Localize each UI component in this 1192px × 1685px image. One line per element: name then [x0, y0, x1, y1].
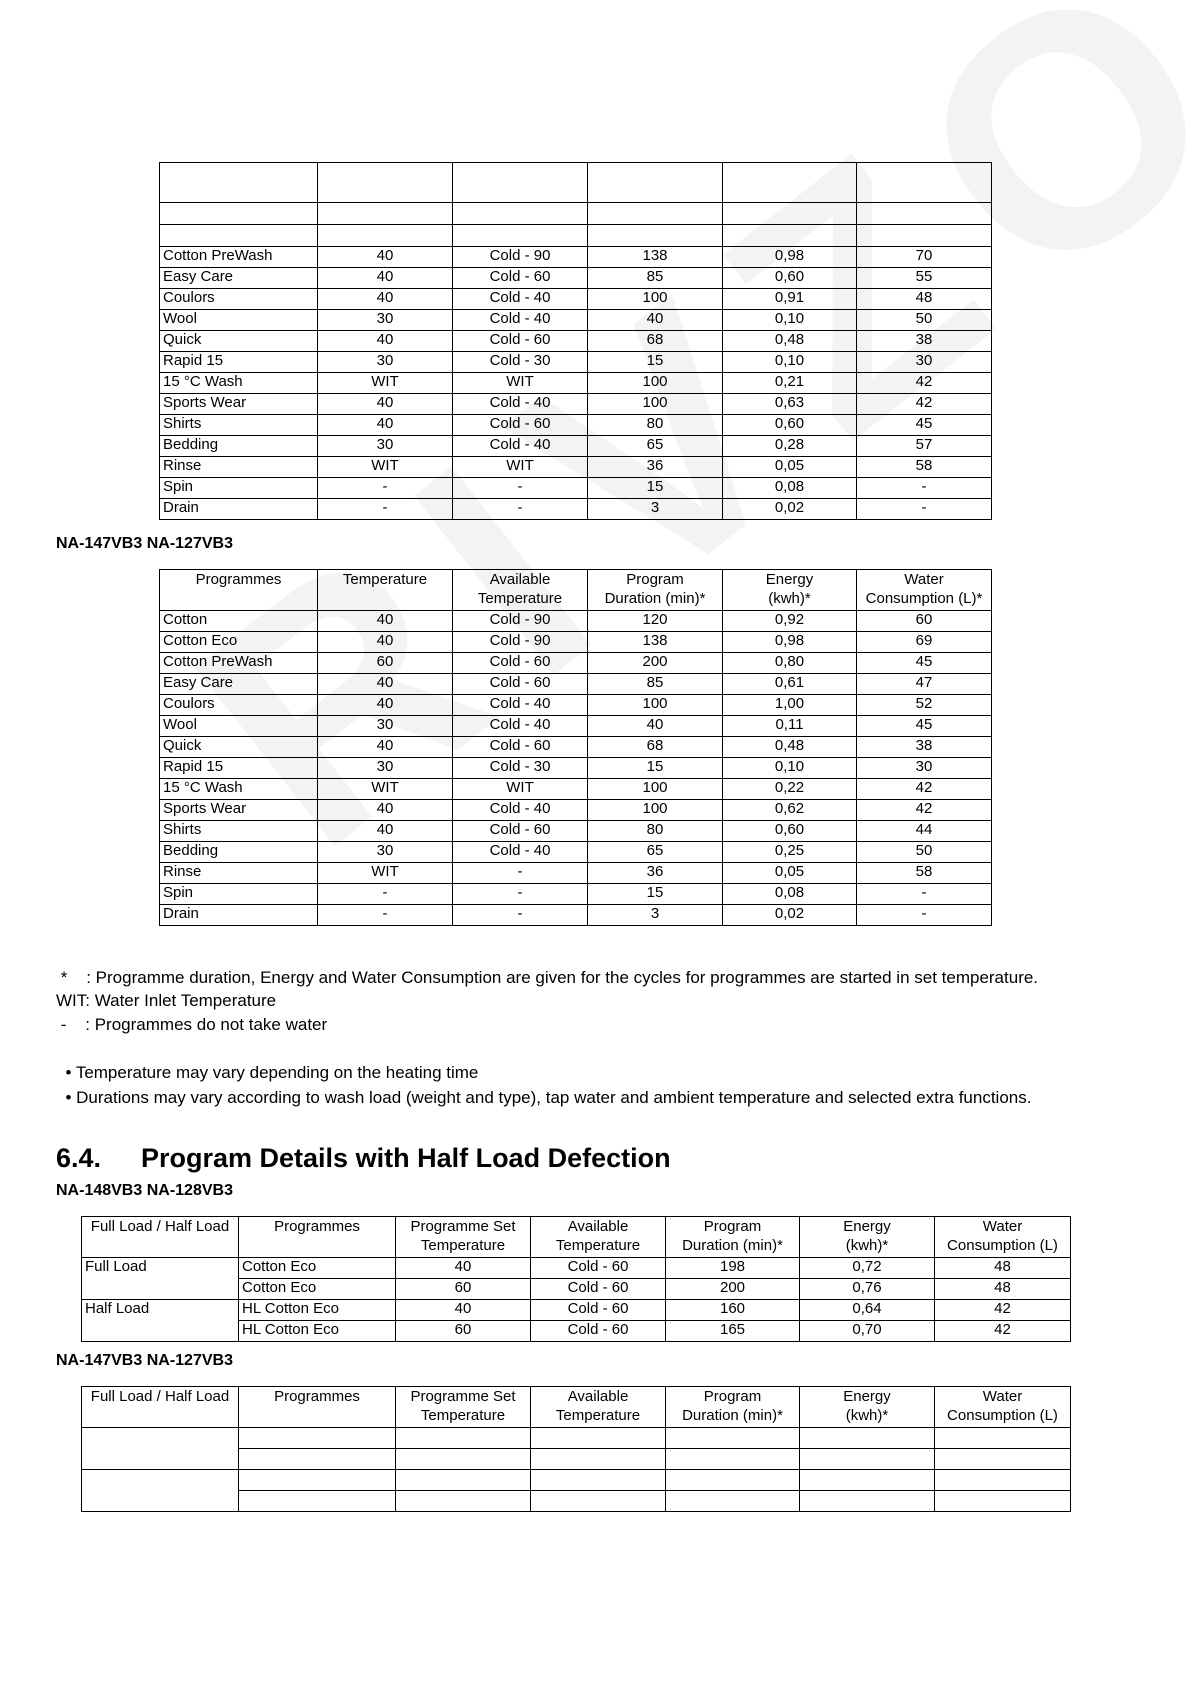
table-cell: 30: [318, 842, 453, 863]
table-row: [160, 457, 992, 478]
table-cell: Cold - 60: [453, 821, 588, 842]
table-row-empty: [160, 225, 992, 247]
table-cell: Cold - 30: [453, 758, 588, 779]
table-cell: Cotton PreWash: [160, 653, 318, 674]
table-row: [160, 863, 992, 884]
table-cell: [800, 1428, 935, 1449]
table-cell: Shirts: [160, 821, 318, 842]
model-heading: NA-148VB3 NA-128VB3: [56, 1182, 233, 1199]
table-cell: [800, 1449, 935, 1470]
table-cell: Cold - 40: [453, 310, 588, 331]
table-row: [160, 352, 992, 373]
table-cell: 40: [318, 695, 453, 716]
table-cell: 80: [588, 821, 723, 842]
model-heading: NA-147VB3 NA-127VB3: [56, 535, 233, 552]
table-cell: 40: [318, 674, 453, 695]
table-cell: [396, 1428, 531, 1449]
table-cell: 0,10: [723, 758, 857, 779]
table-cell: [666, 1428, 800, 1449]
table-cell: -: [857, 905, 992, 926]
table-cell: Coulors: [160, 695, 318, 716]
table-cell: 40: [318, 821, 453, 842]
table-cell: 0,25: [723, 842, 857, 863]
table-cell: 42: [857, 779, 992, 800]
table-cell: Rinse: [160, 863, 318, 884]
table-cell: 0,60: [723, 268, 857, 289]
table-cell: 69: [857, 632, 992, 653]
program-table-2: [159, 569, 992, 926]
table-cell: 50: [857, 310, 992, 331]
table-cell: 42: [935, 1321, 1071, 1342]
table-cell: Cold - 40: [453, 716, 588, 737]
table-cell: 40: [318, 415, 453, 436]
table-cell: 0,64: [800, 1300, 935, 1321]
table-cell: Cotton Eco: [160, 632, 318, 653]
table-cell: 38: [857, 331, 992, 352]
table-cell: 198: [666, 1258, 800, 1279]
table-cell: 1,00: [723, 695, 857, 716]
table-cell: 48: [935, 1279, 1071, 1300]
table-cell: [935, 1428, 1071, 1449]
table-cell: 0,48: [723, 737, 857, 758]
table-cell: Sports Wear: [160, 394, 318, 415]
table-cell: 36: [588, 457, 723, 478]
table-cell: 68: [588, 737, 723, 758]
table-cell: [239, 1428, 396, 1449]
table-cell: Rapid 15: [160, 352, 318, 373]
table-cell: -: [318, 884, 453, 905]
table-cell: Cold - 40: [453, 800, 588, 821]
table-cell: Half Load: [82, 1300, 239, 1342]
table-cell: 30: [857, 758, 992, 779]
model-heading: NA-147VB3 NA-127VB3: [56, 1352, 233, 1369]
table-cell: -: [318, 905, 453, 926]
table-cell: [396, 1470, 531, 1491]
table-cell: 200: [588, 653, 723, 674]
table-cell: 0,28: [723, 436, 857, 457]
table-cell: 40: [318, 737, 453, 758]
table-cell: Programmes: [160, 570, 318, 611]
table-cell: 15 °C Wash: [160, 779, 318, 800]
table-cell: 65: [588, 436, 723, 457]
table-cell: 0,61: [723, 674, 857, 695]
table-cell: 40: [318, 289, 453, 310]
table-header-row: [82, 1387, 1071, 1428]
table-cell: Full Load / Half Load: [82, 1387, 239, 1428]
table-row: [160, 884, 992, 905]
table-cell: Available Temperature: [531, 1217, 666, 1258]
table-cell: 200: [666, 1279, 800, 1300]
table-cell: -: [857, 884, 992, 905]
table-cell: 165: [666, 1321, 800, 1342]
table-cell: [666, 1470, 800, 1491]
table-cell: Cold - 90: [453, 611, 588, 632]
table-cell: 40: [318, 331, 453, 352]
table-row: [160, 737, 992, 758]
section-title: [56, 1143, 671, 1174]
table-cell: Available Temperature: [531, 1387, 666, 1428]
table-cell: Cold - 40: [453, 842, 588, 863]
table-cell: 60: [857, 611, 992, 632]
table-cell: [800, 1491, 935, 1512]
table-cell: HL Cotton Eco: [239, 1321, 396, 1342]
table-cell: -: [453, 478, 588, 499]
table-cell: 30: [318, 436, 453, 457]
table-cell: Cold - 40: [453, 289, 588, 310]
table-cell: 85: [588, 268, 723, 289]
table-cell: WIT: [453, 373, 588, 394]
table-cell: 50: [857, 842, 992, 863]
table-cell: Rinse: [160, 457, 318, 478]
table-cell: 40: [318, 800, 453, 821]
table-cell: 30: [318, 758, 453, 779]
table-cell: Rapid 15: [160, 758, 318, 779]
half-load-table-1: [81, 1216, 1071, 1342]
table-cell: Programmes: [239, 1387, 396, 1428]
table-row: [160, 842, 992, 863]
table-cell: 0,02: [723, 499, 857, 520]
table-row: [160, 394, 992, 415]
table-cell: 0,92: [723, 611, 857, 632]
table-cell: 48: [857, 289, 992, 310]
table-cell: 38: [857, 737, 992, 758]
table-cell: 0,60: [723, 415, 857, 436]
table-cell: 0,98: [723, 247, 857, 268]
table-cell: 40: [318, 632, 453, 653]
table-cell: Cold - 60: [453, 653, 588, 674]
table-cell: 100: [588, 779, 723, 800]
table-cell: Spin: [160, 478, 318, 499]
table-cell: 44: [857, 821, 992, 842]
table-row: [160, 310, 992, 331]
table-cell: 15: [588, 478, 723, 499]
table-cell: 60: [396, 1321, 531, 1342]
table-row: [160, 716, 992, 737]
table-row: [160, 478, 992, 499]
table-row: [160, 758, 992, 779]
program-table-1: [159, 162, 992, 520]
table-cell: 42: [857, 394, 992, 415]
table-cell: Full Load / Half Load: [82, 1217, 239, 1258]
table-cell: 100: [588, 800, 723, 821]
table-cell: 0,05: [723, 457, 857, 478]
table-cell: 15: [588, 884, 723, 905]
note-dash: - : Programmes do not take water: [56, 1015, 328, 1034]
table-cell: [666, 1491, 800, 1512]
table-cell: 40: [318, 394, 453, 415]
table-cell: 0,05: [723, 863, 857, 884]
table-cell: [239, 1491, 396, 1512]
table-cell: [531, 1470, 666, 1491]
table-cell: Spin: [160, 884, 318, 905]
table-cell: Cold - 40: [453, 436, 588, 457]
table-row-empty: [160, 203, 992, 225]
table-cell: WIT: [453, 779, 588, 800]
table-cell: 30: [318, 352, 453, 373]
table-cell: Water Consumption (L): [935, 1217, 1071, 1258]
table-cell: Cotton: [160, 611, 318, 632]
table-cell: 3: [588, 499, 723, 520]
table-cell: 52: [857, 695, 992, 716]
table-row: [160, 415, 992, 436]
table-cell: [935, 1470, 1071, 1491]
table-cell: [531, 1428, 666, 1449]
table-cell: -: [318, 499, 453, 520]
table-cell: 120: [588, 611, 723, 632]
table-cell: 0,08: [723, 478, 857, 499]
table-cell: [82, 1470, 239, 1512]
table-cell: 42: [857, 373, 992, 394]
table-header-row: [160, 570, 992, 611]
table-cell: Wool: [160, 716, 318, 737]
table-cell: [935, 1491, 1071, 1512]
table-cell: 58: [857, 863, 992, 884]
table-cell: 0,11: [723, 716, 857, 737]
table-cell: 15: [588, 758, 723, 779]
table-cell: 0,08: [723, 884, 857, 905]
table-cell: Cold - 40: [453, 394, 588, 415]
table-cell: Cotton Eco: [239, 1258, 396, 1279]
table-cell: Cold - 60: [531, 1300, 666, 1321]
table-cell: 0,48: [723, 331, 857, 352]
table-cell: -: [453, 499, 588, 520]
table-row: [160, 268, 992, 289]
table-cell: Sports Wear: [160, 800, 318, 821]
table-cell: 100: [588, 289, 723, 310]
table-cell: 0,22: [723, 779, 857, 800]
table-cell: 0,10: [723, 310, 857, 331]
note-asterisk: * : Programme duration, Energy and Water Consumption are given for the cycles for programmes are started in set temperature.: [56, 968, 1039, 987]
table-cell: Cold - 60: [531, 1258, 666, 1279]
table-cell: 42: [935, 1300, 1071, 1321]
table-cell: 68: [588, 331, 723, 352]
table-cell: Easy Care: [160, 674, 318, 695]
table-cell: Cold - 60: [531, 1279, 666, 1300]
table-cell: 48: [935, 1258, 1071, 1279]
table-cell: 0,60: [723, 821, 857, 842]
table-cell: 0,21: [723, 373, 857, 394]
table-cell: Cold - 60: [453, 674, 588, 695]
table-cell: 60: [396, 1279, 531, 1300]
table-cell: 160: [666, 1300, 800, 1321]
table-cell: Cold - 40: [453, 695, 588, 716]
section-title-text: Program Details with Half Load Defection: [141, 1143, 671, 1173]
table-row: [160, 436, 992, 457]
table-row: [160, 653, 992, 674]
table-cell: 0,63: [723, 394, 857, 415]
table-row: [160, 499, 992, 520]
table-cell: 45: [857, 653, 992, 674]
table-cell: -: [453, 884, 588, 905]
table-cell: Cold - 90: [453, 632, 588, 653]
table-row: [160, 674, 992, 695]
table-cell: 0,72: [800, 1258, 935, 1279]
table-header-row: [82, 1217, 1071, 1258]
table-cell: Easy Care: [160, 268, 318, 289]
note-bullet-temperature: • Temperature may vary depending on the heating time: [56, 1063, 479, 1082]
table-cell: 40: [588, 716, 723, 737]
table-cell: Cold - 60: [453, 268, 588, 289]
table-cell: 45: [857, 716, 992, 737]
table-cell: 40: [588, 310, 723, 331]
table-cell: Cold - 60: [453, 737, 588, 758]
half-load-table-2: [81, 1386, 1071, 1512]
table-cell: Program Duration (min)*: [588, 570, 723, 611]
table-cell: 57: [857, 436, 992, 457]
table-cell: [239, 1470, 396, 1491]
table-cell: [666, 1449, 800, 1470]
table-cell: -: [857, 478, 992, 499]
table-cell: Cold - 60: [531, 1321, 666, 1342]
table-cell: 47: [857, 674, 992, 695]
table-cell: 30: [318, 310, 453, 331]
table-cell: Available Temperature: [453, 570, 588, 611]
table-cell: 138: [588, 632, 723, 653]
table-cell: Wool: [160, 310, 318, 331]
table-cell: Bedding: [160, 842, 318, 863]
table-cell: 36: [588, 863, 723, 884]
table-cell: HL Cotton Eco: [239, 1300, 396, 1321]
table-cell: 0,10: [723, 352, 857, 373]
table-cell: [531, 1449, 666, 1470]
table-cell: -: [318, 478, 453, 499]
table-cell: 55: [857, 268, 992, 289]
table-cell: Program Duration (min)*: [666, 1387, 800, 1428]
table-row: [160, 632, 992, 653]
table-cell: 0,80: [723, 653, 857, 674]
table-cell: Programme Set Temperature: [396, 1387, 531, 1428]
table-cell: 30: [857, 352, 992, 373]
table-cell: [396, 1449, 531, 1470]
table-cell: Energy (kwh)*: [723, 570, 857, 611]
table-cell: 0,98: [723, 632, 857, 653]
table-cell: Shirts: [160, 415, 318, 436]
table-cell: Coulors: [160, 289, 318, 310]
table-cell: 0,02: [723, 905, 857, 926]
table-cell: 0,62: [723, 800, 857, 821]
table-cell: 138: [588, 247, 723, 268]
table-row: [160, 373, 992, 394]
table-row: [160, 779, 992, 800]
table-row: [160, 905, 992, 926]
table-cell: WIT: [318, 373, 453, 394]
table-cell: Cold - 90: [453, 247, 588, 268]
table-cell: [396, 1491, 531, 1512]
table-cell: 0,91: [723, 289, 857, 310]
table-cell: Cotton Eco: [239, 1279, 396, 1300]
table-row: [160, 695, 992, 716]
table-cell: Water Consumption (L): [935, 1387, 1071, 1428]
table-cell: Water Consumption (L)*: [857, 570, 992, 611]
table-cell: Programmes: [239, 1217, 396, 1258]
table-cell: Program Duration (min)*: [666, 1217, 800, 1258]
table-cell: WIT: [318, 863, 453, 884]
table-cell: WIT: [453, 457, 588, 478]
table-row: [160, 821, 992, 842]
table-cell: 100: [588, 373, 723, 394]
table-cell: Energy (kwh)*: [800, 1217, 935, 1258]
table-cell: 42: [857, 800, 992, 821]
table-cell: 85: [588, 674, 723, 695]
table-cell: -: [453, 905, 588, 926]
table-cell: 100: [588, 394, 723, 415]
table-row: [82, 1300, 1071, 1321]
table-cell: 58: [857, 457, 992, 478]
table-cell: Bedding: [160, 436, 318, 457]
table-cell: WIT: [318, 457, 453, 478]
table-cell: 60: [318, 653, 453, 674]
table-row: [160, 800, 992, 821]
table-cell: WIT: [318, 779, 453, 800]
table-cell: 65: [588, 842, 723, 863]
table-cell: Full Load: [82, 1258, 239, 1300]
table-cell: 80: [588, 415, 723, 436]
table-cell: 45: [857, 415, 992, 436]
note-wit: WIT: Water Inlet Temperature: [56, 991, 277, 1010]
table-cell: 100: [588, 695, 723, 716]
table-cell: -: [453, 863, 588, 884]
table-cell: [800, 1470, 935, 1491]
table-cell: 15: [588, 352, 723, 373]
table-cell: [239, 1449, 396, 1470]
table-cell: 3: [588, 905, 723, 926]
table-cell: 70: [857, 247, 992, 268]
table-cell: Cold - 60: [453, 331, 588, 352]
table-row: [160, 247, 992, 268]
table-cell: [82, 1428, 239, 1470]
table-cell: Drain: [160, 499, 318, 520]
table-cell: 0,76: [800, 1279, 935, 1300]
table-cell: Quick: [160, 737, 318, 758]
table-cell: [935, 1449, 1071, 1470]
table-cell: 40: [318, 268, 453, 289]
table-cell: 15 °C Wash: [160, 373, 318, 394]
table-cell: 0,70: [800, 1321, 935, 1342]
table-cell: 40: [396, 1300, 531, 1321]
table-cell: 40: [396, 1258, 531, 1279]
table-cell: [531, 1491, 666, 1512]
table-cell: -: [857, 499, 992, 520]
table-row: [160, 289, 992, 310]
table-cell: Cold - 30: [453, 352, 588, 373]
note-bullet-durations: • Durations may vary according to wash load (weight and type), tap water and ambient temperature and selected extra functions.: [56, 1088, 1032, 1107]
table-row-empty: [82, 1428, 1071, 1449]
table-row: [82, 1258, 1071, 1279]
table-cell: Energy (kwh)*: [800, 1387, 935, 1428]
table-cell: Drain: [160, 905, 318, 926]
table-row: [160, 611, 992, 632]
table-cell: Quick: [160, 331, 318, 352]
table-cell: 40: [318, 611, 453, 632]
table-cell: Temperature: [318, 570, 453, 611]
table-row-empty: [82, 1470, 1071, 1491]
table-cell: 30: [318, 716, 453, 737]
table-cell: Cotton PreWash: [160, 247, 318, 268]
table-cell: Programme Set Temperature: [396, 1217, 531, 1258]
table-row-empty: [160, 163, 992, 203]
section-number: 6.4.: [56, 1143, 102, 1173]
table-row: [160, 331, 992, 352]
table-cell: 40: [318, 247, 453, 268]
table-cell: Cold - 60: [453, 415, 588, 436]
